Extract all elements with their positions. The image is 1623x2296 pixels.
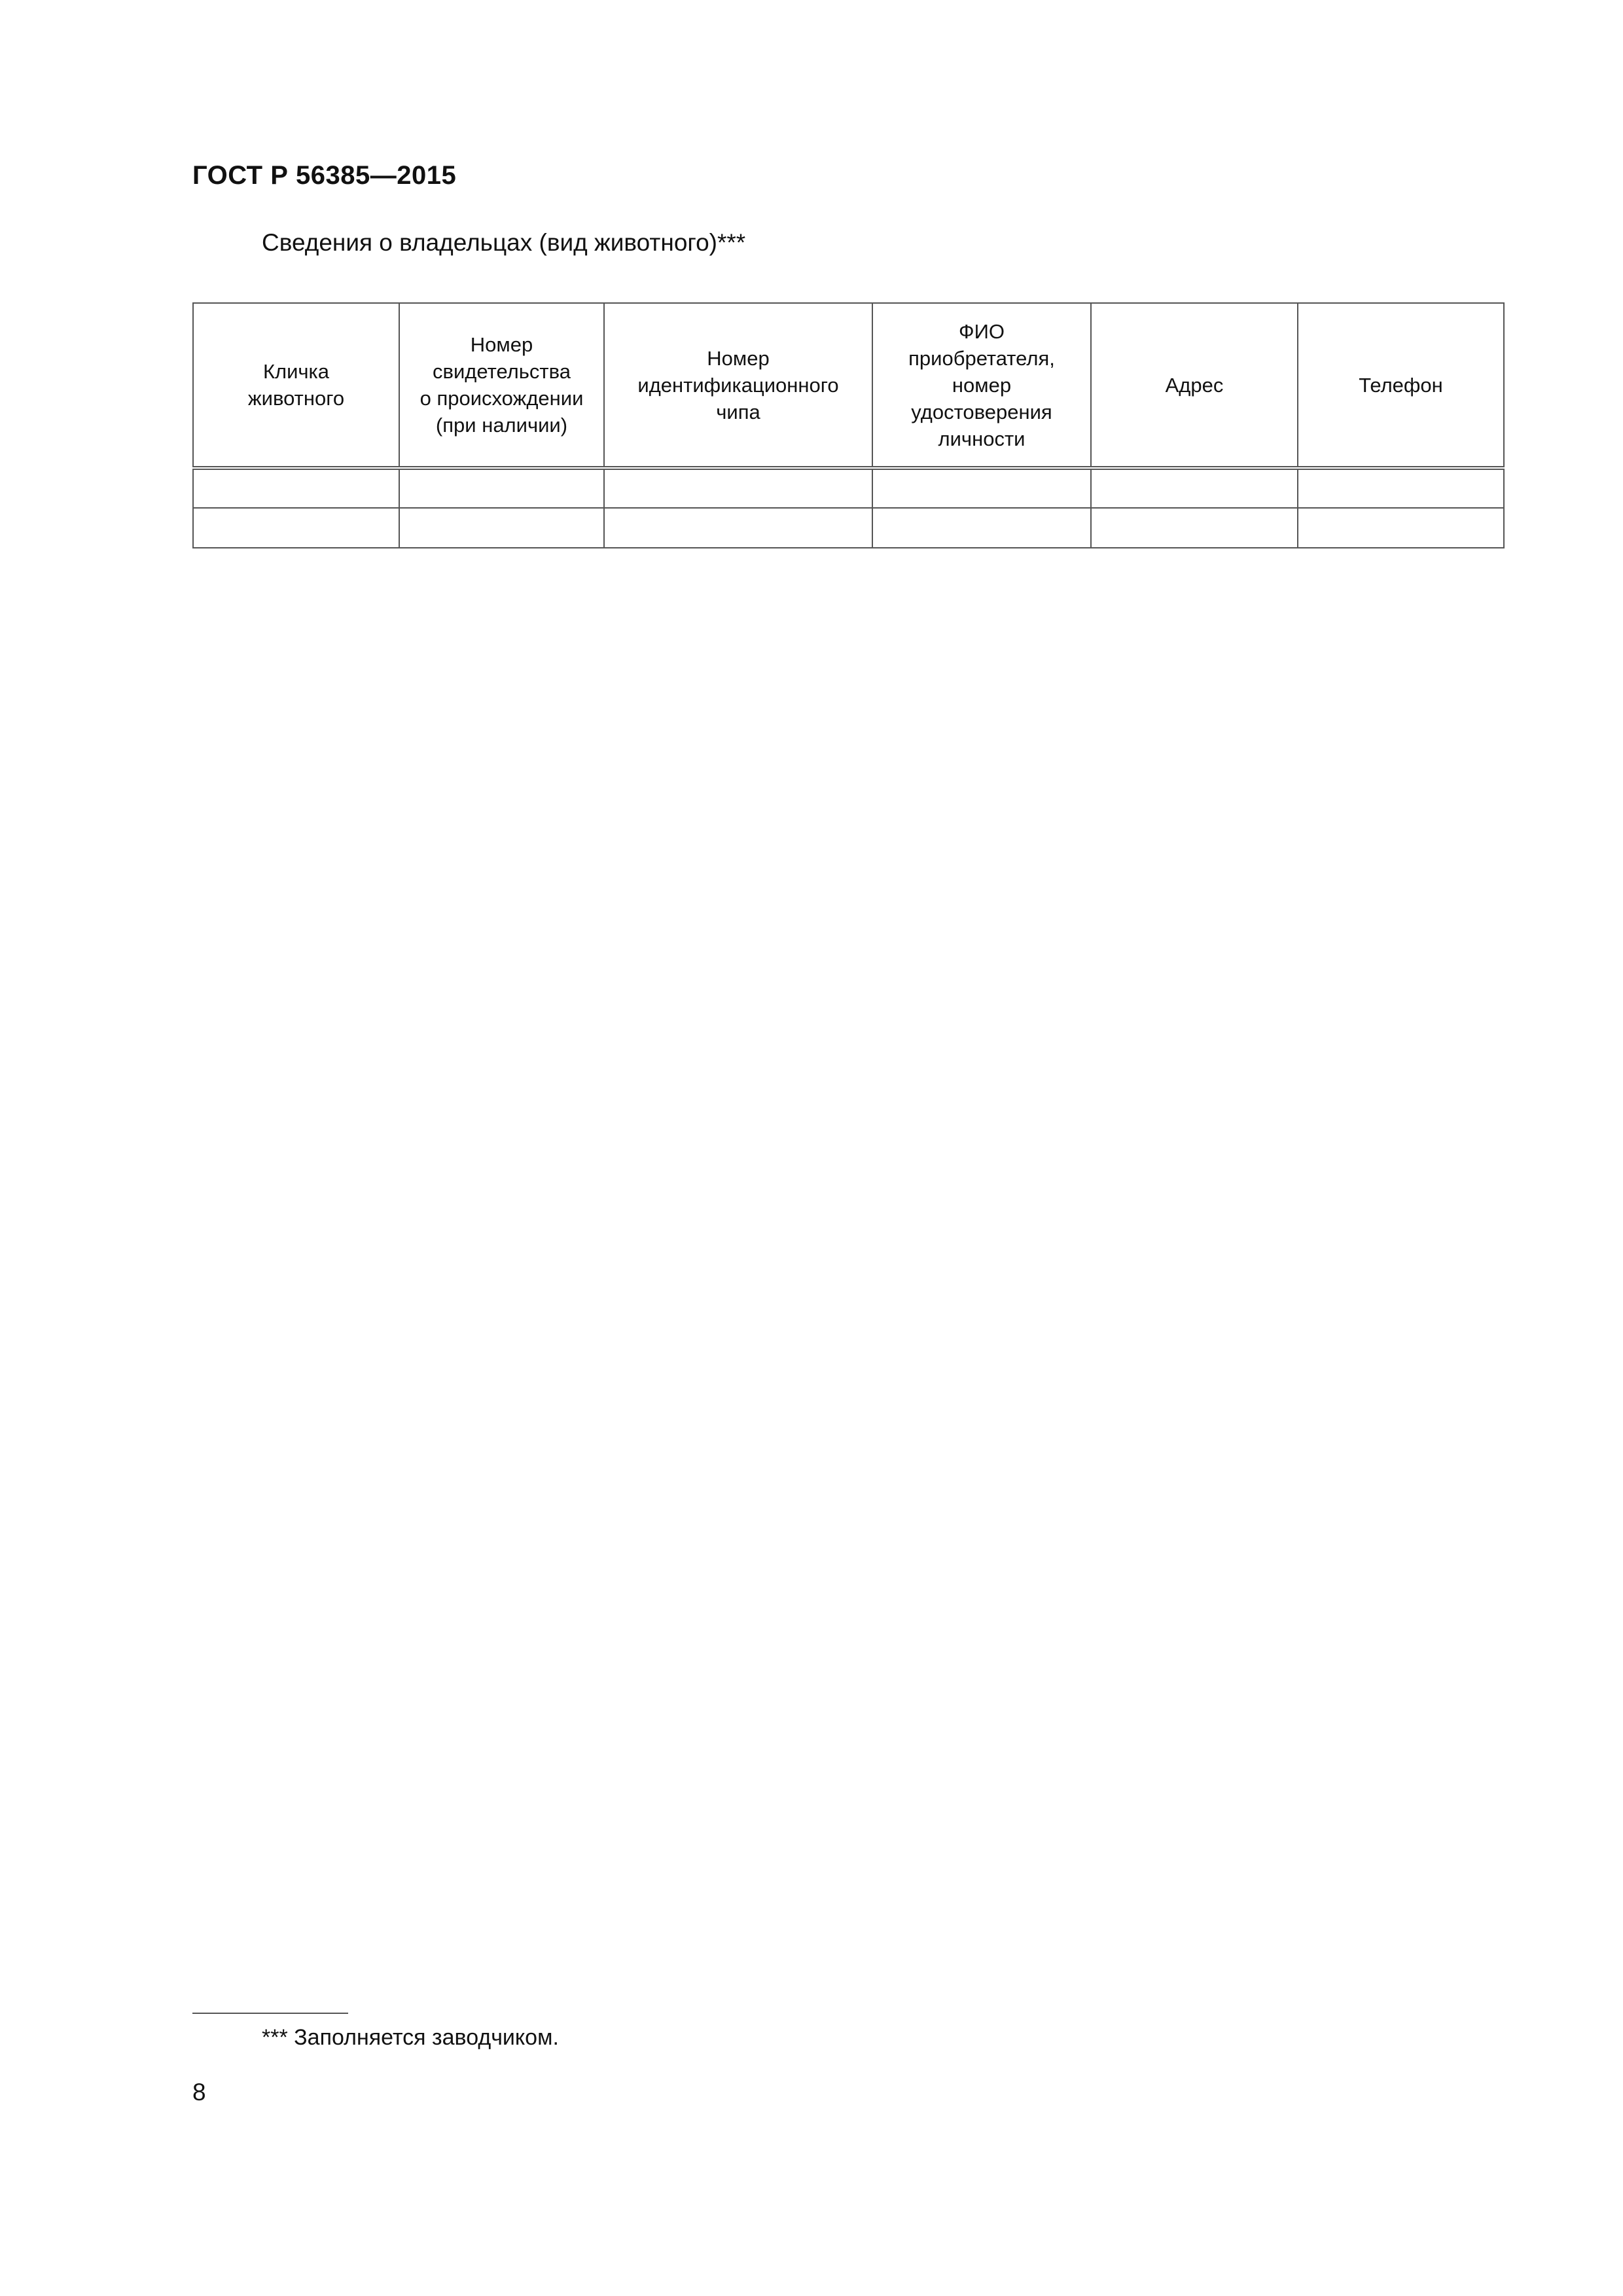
table-cell [1091, 468, 1298, 508]
header-chip-number: Номер идентификационного чипа [604, 303, 872, 468]
table-cell [193, 468, 399, 508]
header-certificate-number: Номер свидетельства о происхождении (при наличии) [399, 303, 604, 468]
table-header-row [193, 303, 1504, 468]
table-cell [604, 468, 872, 508]
table-cell [872, 468, 1091, 508]
table-cell [1298, 508, 1504, 548]
table-cell [1298, 468, 1504, 508]
table-row [193, 468, 1504, 508]
document-header: ГОСТ Р 56385—2015 [192, 161, 457, 190]
table-row [193, 508, 1504, 548]
table-cell [604, 508, 872, 548]
header-animal-name: Кличка животного [193, 303, 399, 468]
table-cell [193, 508, 399, 548]
footnote: *** Заполняется заводчиком. [262, 2025, 559, 2050]
owners-table [192, 302, 1505, 548]
footnote-divider [192, 2013, 348, 2014]
table-cell [1091, 508, 1298, 548]
page-number: 8 [192, 2079, 206, 2106]
header-phone: Телефон [1298, 303, 1504, 468]
header-address: Адрес [1091, 303, 1298, 468]
header-buyer-name-id: ФИО приобретателя, номер удостоверения личности [872, 303, 1091, 468]
table-cell [872, 508, 1091, 548]
table-cell [399, 508, 604, 548]
table-cell [399, 468, 604, 508]
section-title: Сведения о владельцах (вид животного)*** [262, 229, 746, 256]
